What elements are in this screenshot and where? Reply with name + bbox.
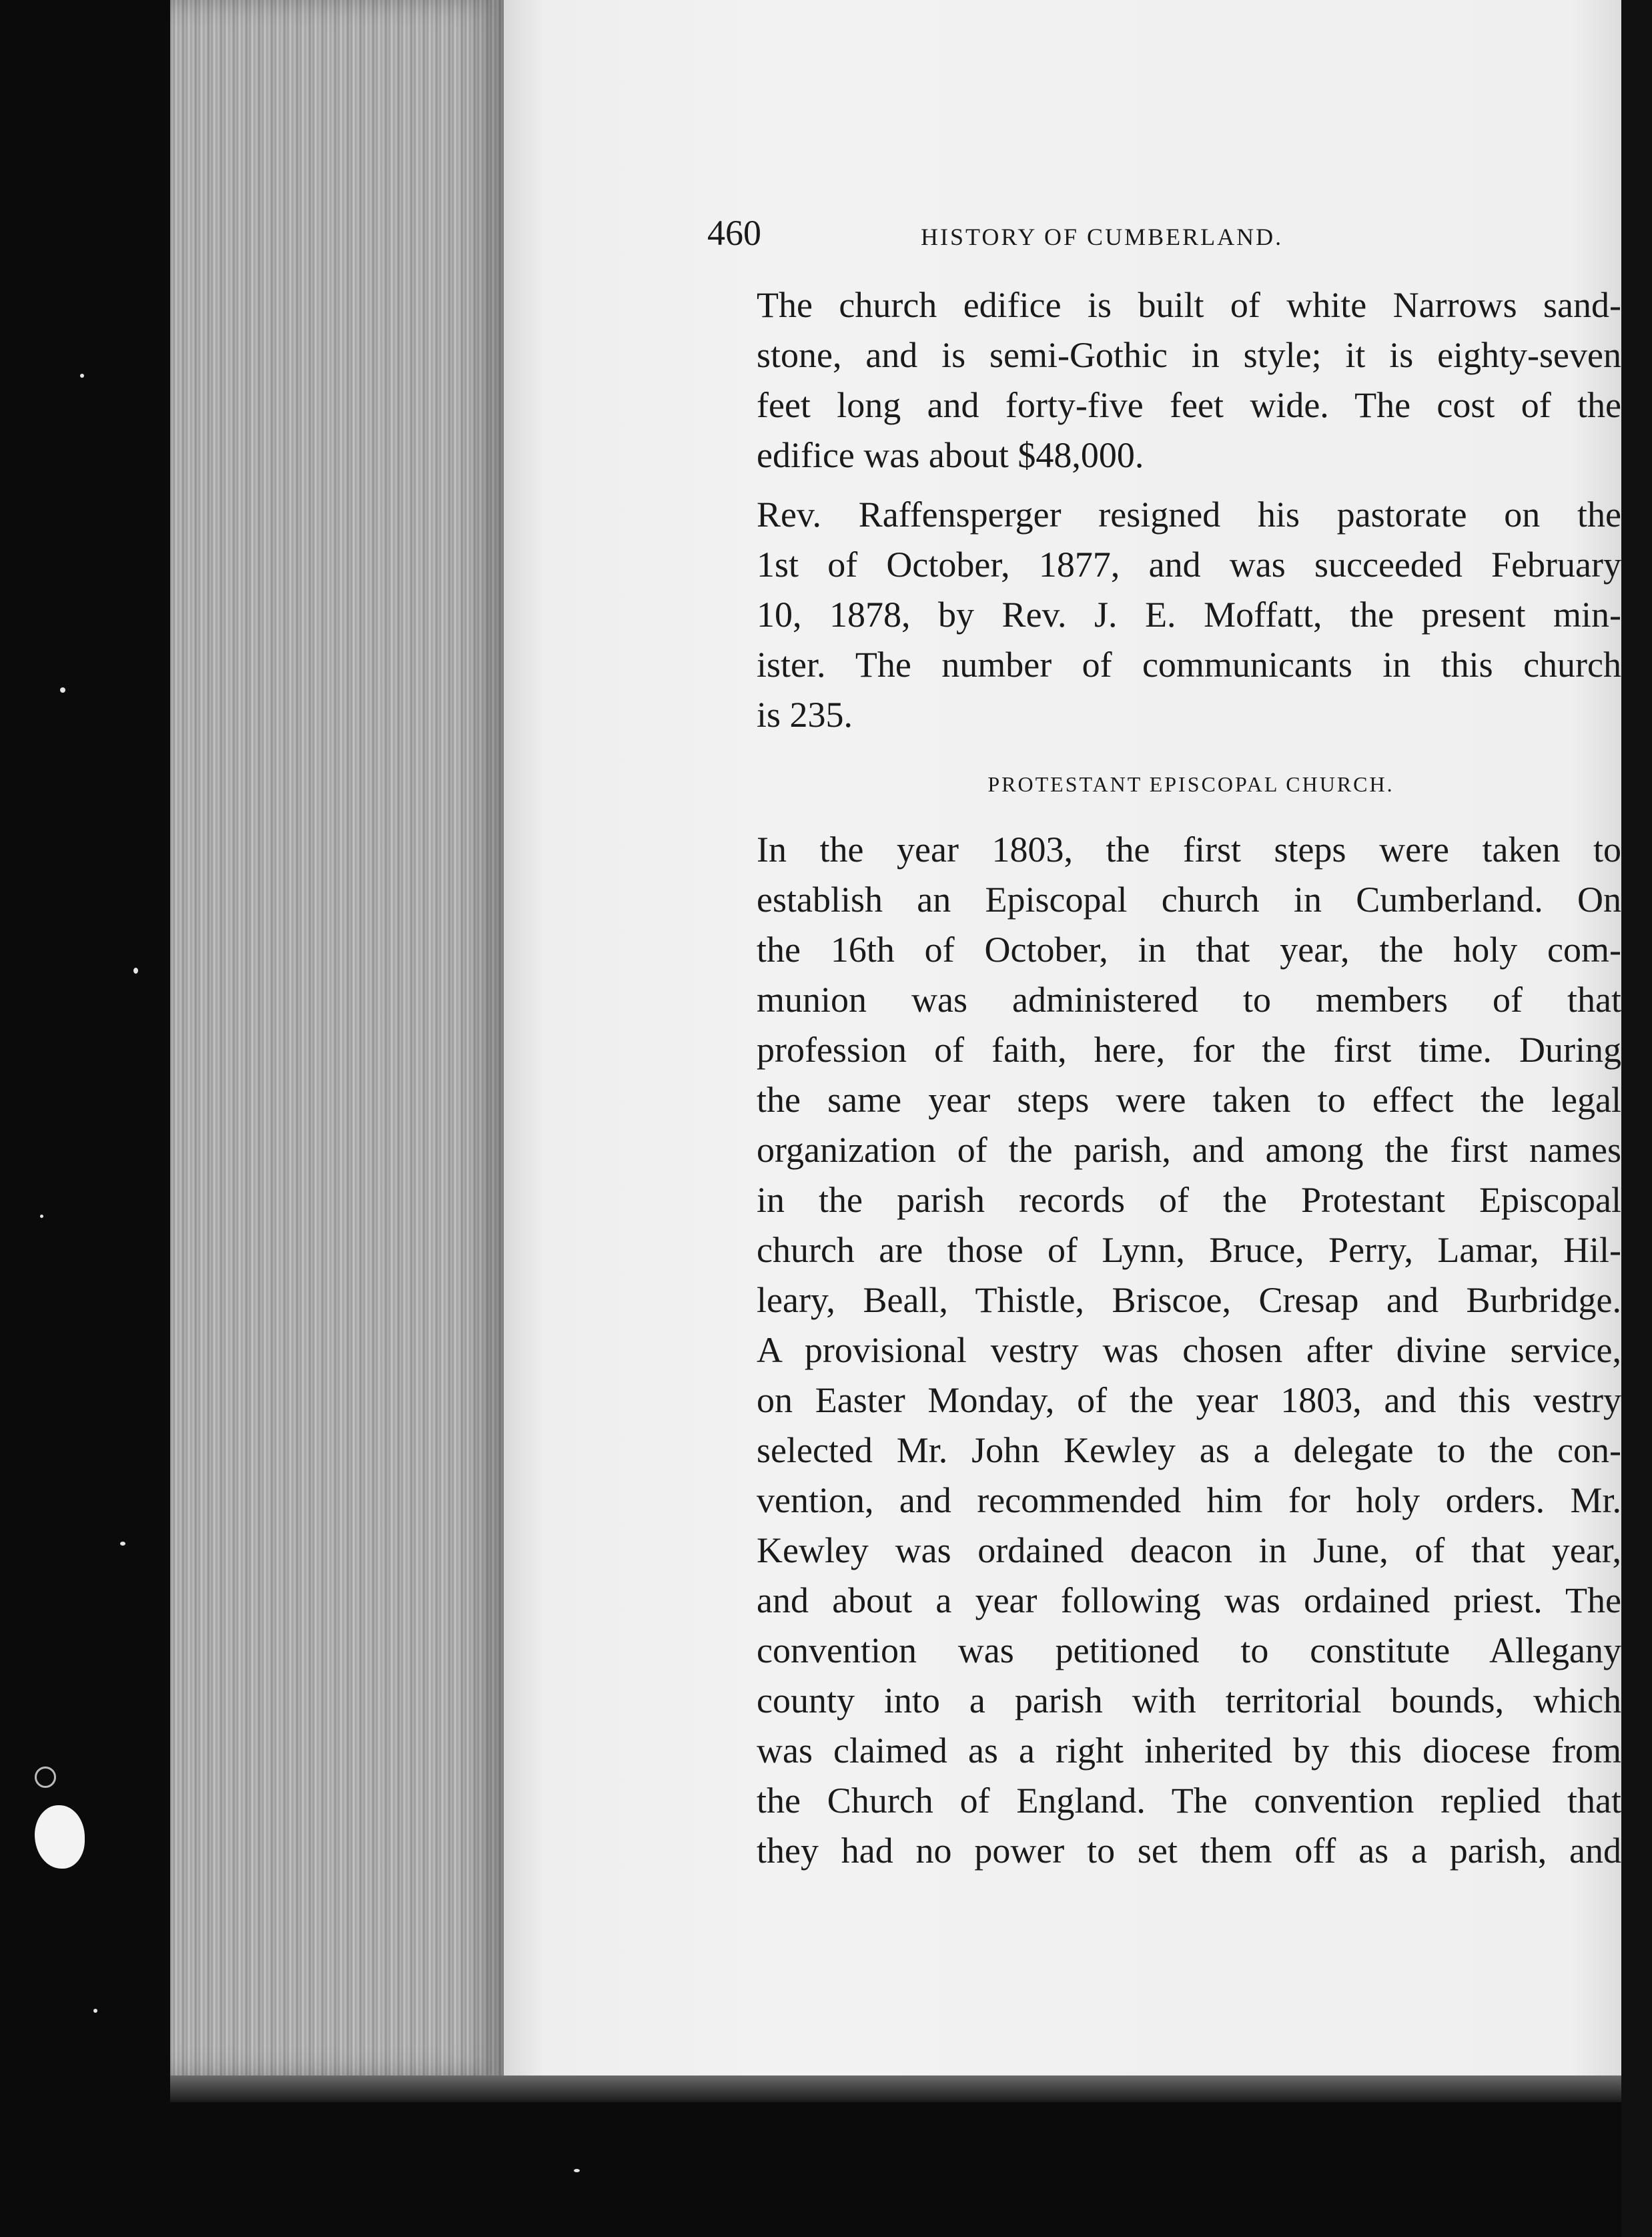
text-line: 1st of October, 1877, and was succeeded February: [757, 545, 1621, 585]
text-line: convention was petitioned to constitute Allegany: [757, 1630, 1621, 1670]
text-line: The church edifice is built of white Narrows sand-: [757, 285, 1621, 325]
scan-border-right: [1621, 0, 1652, 2237]
text-line: 10, 1878, by Rev. J. E. Moffatt, the present min-: [757, 595, 1621, 635]
dust-speck: [40, 1215, 43, 1218]
text-line: In the year 1803, the first steps were taken to: [757, 830, 1621, 870]
page-stack-edge: [170, 0, 504, 2075]
dust-speck: [93, 2009, 97, 2013]
text-line: establish an Episcopal church in Cumberland. On: [757, 880, 1621, 920]
paragraph-episcopal: [707, 825, 1621, 1876]
dust-speck: [574, 2169, 580, 2172]
text-line: church are those of Lynn, Bruce, Perry, Lamar, Hil-: [757, 1230, 1621, 1270]
text-line: organization of the parish, and among the first names: [757, 1130, 1621, 1170]
running-head-title: HISTORY OF CUMBERLAND.: [921, 224, 1284, 250]
text-line: ister. The number of communicants in this church: [757, 645, 1621, 685]
text-line: munion was administered to members of that: [757, 980, 1621, 1020]
film-ring-mark: [35, 1767, 56, 1788]
text-line: feet long and forty-five feet wide. The cost of the: [757, 385, 1621, 425]
dust-speck: [133, 968, 138, 974]
text-line: in the parish records of the Protestant Episcopal: [757, 1180, 1621, 1220]
paragraph-edifice: [707, 280, 1621, 481]
text-line: A provisional vestry was chosen after divine service,: [757, 1330, 1621, 1370]
text-line: the Church of England. The convention replied that: [757, 1781, 1621, 1821]
section-heading: PROTESTANT EPISCOPAL CHURCH.: [987, 772, 1394, 796]
text-line: and about a year following was ordained priest. The: [757, 1580, 1621, 1620]
running-head: [707, 212, 1621, 254]
dust-speck: [80, 374, 84, 378]
page-text: [707, 212, 1621, 1876]
text-line: is 235.: [757, 695, 853, 735]
dust-speck: [60, 687, 65, 693]
text-line: the 16th of October, in that year, the holy com-: [757, 930, 1621, 970]
text-line: edifice was about $48,000.: [757, 435, 1144, 475]
text-line: profession of faith, here, for the first time. During: [757, 1030, 1621, 1070]
text-line: Rev. Raffensperger resigned his pastorate on the: [757, 495, 1621, 535]
text-line: leary, Beall, Thistle, Briscoe, Cresap and Burbridge.: [757, 1280, 1621, 1320]
text-line: vention, and recommended him for holy orders. Mr.: [757, 1480, 1621, 1520]
text-line: selected Mr. John Kewley as a delegate to the con-: [757, 1430, 1621, 1470]
dust-speck: [120, 1542, 125, 1546]
text-line: on Easter Monday, of the year 1803, and this vestry: [757, 1380, 1621, 1420]
paragraph-pastorate: [707, 490, 1621, 740]
text-line: was claimed as a right inherited by this diocese from: [757, 1730, 1621, 1771]
text-line: they had no power to set them off as a parish, and: [757, 1831, 1621, 1871]
film-hole-mark: [35, 1805, 85, 1869]
text-line: stone, and is semi-Gothic in style; it is eighty-seven: [757, 335, 1621, 375]
page-bottom-shadow: [170, 2075, 1625, 2102]
text-line: the same year steps were taken to effect the legal: [757, 1080, 1621, 1120]
text-line: Kewley was ordained deacon in June, of that year,: [757, 1530, 1621, 1570]
page-number: 460: [707, 213, 761, 253]
text-line: county into a parish with territorial bounds, which: [757, 1680, 1621, 1720]
